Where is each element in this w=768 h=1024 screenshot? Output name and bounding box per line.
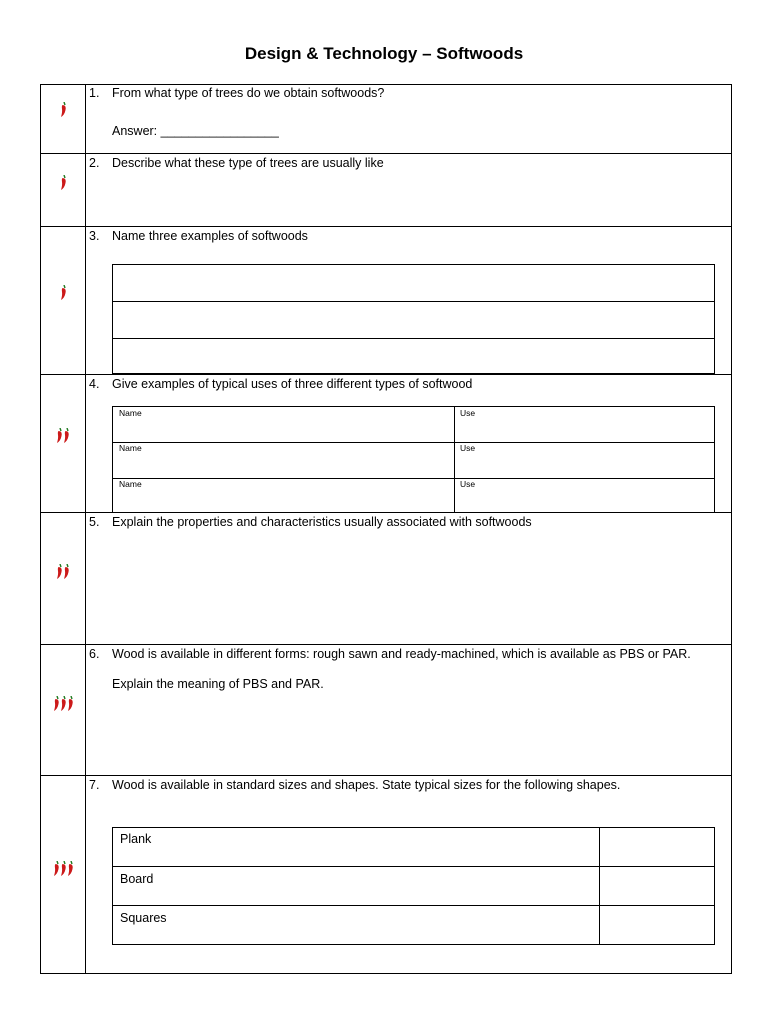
name-label: Name (119, 479, 142, 489)
chilli-pepper-icon (63, 428, 70, 443)
question-text: Give examples of typical uses of three different types of softwood (112, 377, 473, 391)
chilli-pepper-icon (53, 861, 60, 876)
page-title: Design & Technology – Softwoods (244, 44, 524, 63)
question-text: Wood is available in different forms: rough sawn and ready-machined, which is available as PBS or PAR. (112, 647, 691, 661)
difficulty-rating (41, 102, 85, 117)
question-number: 2. (89, 156, 100, 170)
shapes-table (112, 827, 715, 945)
question-text: Explain the properties and characteristics usually associated with softwoods (112, 515, 532, 529)
difficulty-cell (41, 85, 86, 153)
chilli-pepper-icon (60, 175, 67, 190)
use-label: Use (460, 408, 476, 418)
difficulty-rating (41, 428, 85, 443)
shape-label-squares: Squares (120, 911, 167, 925)
chilli-pepper-icon (56, 564, 63, 579)
use-label: Use (460, 479, 476, 489)
difficulty-rating (41, 175, 85, 190)
uses-table (112, 406, 715, 513)
question-row-1 (41, 85, 731, 154)
question-number: 4. (89, 377, 100, 391)
table-divider (113, 338, 714, 339)
question-sheet (40, 84, 732, 974)
answer-table (112, 264, 715, 374)
difficulty-cell (41, 154, 86, 226)
question-text: From what type of trees do we obtain softwoods? (112, 86, 385, 100)
use-label: Use (460, 443, 476, 453)
chilli-pepper-icon (53, 696, 60, 711)
difficulty-rating (41, 285, 85, 300)
question-row-5 (41, 513, 731, 645)
chilli-pepper-icon (67, 696, 74, 711)
difficulty-cell (41, 645, 86, 775)
question-text: Name three examples of softwoods (112, 229, 308, 243)
shape-label-plank: Plank (120, 832, 152, 846)
question-row-2 (41, 154, 731, 227)
chilli-pepper-icon (60, 696, 67, 711)
question-number: 7. (89, 778, 100, 792)
table-divider (113, 866, 714, 867)
name-label: Name (119, 408, 142, 418)
answer-field[interactable]: Answer: _________________ (112, 124, 279, 138)
table-divider (113, 905, 714, 906)
chilli-pepper-icon (67, 861, 74, 876)
table-divider (599, 828, 600, 944)
difficulty-rating (41, 564, 85, 579)
question-subtext: Explain the meaning of PBS and PAR. (112, 677, 324, 691)
question-text: Describe what these type of trees are usually like (112, 156, 384, 170)
difficulty-cell (41, 513, 86, 644)
shape-label-board: Board (120, 872, 154, 886)
chilli-pepper-icon (60, 102, 67, 117)
question-number: 1. (89, 86, 100, 100)
question-row-3 (41, 227, 731, 375)
table-divider (113, 442, 714, 443)
question-number: 5. (89, 515, 100, 529)
name-label: Name (119, 443, 142, 453)
table-divider (454, 407, 455, 513)
chilli-pepper-icon (56, 428, 63, 443)
chilli-pepper-icon (60, 861, 67, 876)
difficulty-cell (41, 227, 86, 374)
table-divider (113, 301, 714, 302)
table-divider (113, 478, 714, 479)
question-row-6 (41, 645, 731, 776)
question-number: 3. (89, 229, 100, 243)
difficulty-cell (41, 776, 86, 973)
difficulty-rating (41, 861, 85, 876)
difficulty-rating (41, 696, 85, 711)
difficulty-cell (41, 375, 86, 512)
question-number: 6. (89, 647, 100, 661)
chilli-pepper-icon (63, 564, 70, 579)
chilli-pepper-icon (60, 285, 67, 300)
question-row-7 (41, 776, 731, 973)
question-row-4 (41, 375, 731, 513)
question-text: Wood is available in standard sizes and shapes. State typical sizes for the following shapes. (112, 778, 621, 792)
